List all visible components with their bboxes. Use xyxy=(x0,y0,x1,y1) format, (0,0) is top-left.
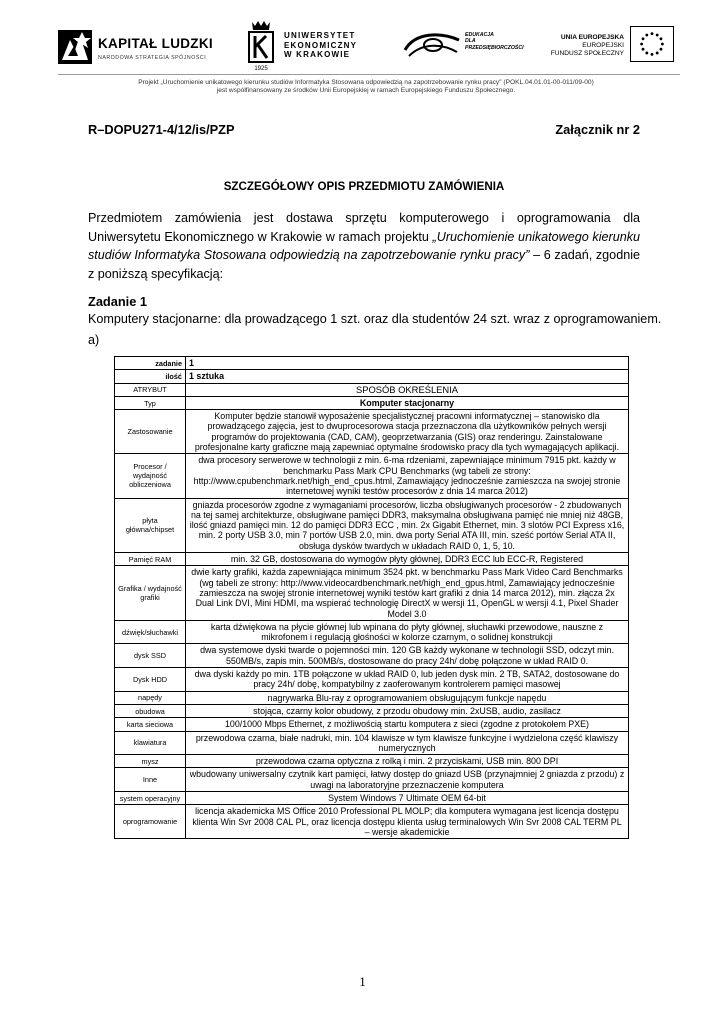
table-row xyxy=(115,691,629,704)
specification-table xyxy=(114,356,629,839)
table-row xyxy=(115,718,629,731)
zadanie-value: 1 xyxy=(186,357,629,370)
table-row xyxy=(115,768,629,792)
attachment-label: Załącznik nr 2 xyxy=(555,122,640,137)
spec-attribute-cell: dysk SSD xyxy=(115,644,186,668)
task-description: Komputery stacjonarne: dla prowadzącego 1 szt. oraz dla studentów 24 szt. wraz z oprogramowaniem. xyxy=(88,312,662,326)
table-row xyxy=(115,410,629,454)
spec-attribute-cell: płyta główna/chipset xyxy=(115,498,186,552)
education-logo xyxy=(403,20,524,72)
document-reference: R–DOPU271-4/12/is/PZP xyxy=(88,122,235,137)
eu-flag-icon xyxy=(630,26,674,62)
spec-value-cell: przewodowa czarna, białe nadruki, min. 104 klawisze w tym klawisze funkcyjne i wydzielona część klawiszy numerycznych xyxy=(186,731,629,755)
spec-value-cell: karta dźwiękowa na płycie głównej lub wpinana do płyty głównej, słuchawki przewodowe, nauszne z mikrofonem i regulacją głośności w kolorze czarnym, o solidnej konstrukcji xyxy=(186,620,629,644)
table-row xyxy=(115,620,629,644)
spec-attribute-cell: karta sieciowa xyxy=(115,718,186,731)
spec-attribute-cell: Typ xyxy=(115,396,186,409)
eu-logo xyxy=(546,20,678,72)
svg-text:1925: 1925 xyxy=(254,66,268,72)
spec-value-cell: dwa systemowe dyski twarde o pojemności min. 120 GB każdy wykonane w technologii SSD, odczyt min. 550MB/s, zapis min. 500MB/s, dostosowane do pracy 24h/ dobę połączone w układ RAID 0. xyxy=(186,644,629,668)
spec-attribute-cell: Dysk HDD xyxy=(115,668,186,692)
table-row xyxy=(115,731,629,755)
table-row xyxy=(115,566,629,620)
ilosc-value: 1 sztuka xyxy=(186,370,629,383)
spec-attribute-cell: mysz xyxy=(115,755,186,768)
spec-value-cell: dwa dyski każdy po min. 1TB połączone w układ RAID 0, lub jeden dysk min. 2 TB, SATA2, dostosowane do pracy 24h/ dobę, kompatybilny z zaoferowanym kontrolerem pamięci masowej xyxy=(186,668,629,692)
kapital-ludzki-name: KAPITAŁ LUDZKI xyxy=(98,36,213,51)
spec-value-cell: stojąca, czarny kolor obudowy, z przodu obudowy min. 2xUSB, audio, zasilacz xyxy=(186,704,629,717)
university-crest-icon xyxy=(246,20,276,72)
spec-value-cell: licencja akademicka MS Office 2010 Professional PL MOLP; dla komputera wymagana jest licencja dostępu klienta Win Svr 2008 CAL PL, oraz licencja dostępu klienta usług terminalowych Win Svr 2008 CAL TERM PL – wersje akademickie xyxy=(186,805,629,839)
subpoint-label: a) xyxy=(88,333,100,347)
spec-value-cell: min. 32 GB, dostosowana do wymogów płyty głównej, DDR3 ECC lub ECC-R, Registered xyxy=(186,553,629,566)
spec-attribute-cell: dźwięk/słuchawki xyxy=(115,620,186,644)
university-logo xyxy=(246,20,366,72)
table-row xyxy=(115,454,629,498)
table-row xyxy=(115,791,629,804)
table-row xyxy=(115,755,629,768)
table-row xyxy=(115,370,629,383)
spec-attribute-cell: Inne xyxy=(115,768,186,792)
spec-value-cell: przewodowa czarna optyczna z rolką i min. 2 przyciskami, USB min. 800 DPI xyxy=(186,755,629,768)
column-header-method: SPOSÓB OKREŚLENIA xyxy=(186,383,629,396)
task-heading: Zadanie 1 xyxy=(88,294,148,309)
spec-attribute-cell: Procesor / wydajność obliczeniowa xyxy=(115,454,186,498)
spec-value-cell: nagrywarka Blu-ray z oprogramowaniem obsługującym funkcje napędu xyxy=(186,691,629,704)
table-row xyxy=(115,805,629,839)
table-row xyxy=(115,357,629,370)
spec-attribute-cell: Grafika / wydajność grafiki xyxy=(115,566,186,620)
page-number: 1 xyxy=(359,974,366,989)
education-swirl-icon xyxy=(403,30,461,60)
column-header-attribute: ATRYBUT xyxy=(115,383,186,396)
spec-value-cell: System Windows 7 Ultimate OEM 64-bit xyxy=(186,791,629,804)
spec-value-cell: gniazda procesorów zgodne z wymaganiami procesorów, liczba obsługiwanych procesorów - 2 zbudowanych na tej samej architekturze, obsługiwane pamięci DDR3, maksymalna obsługiwana pamięć nie mniej niż 48GB, ilość gniazd pamięci min. 12 do pamięci DDR3 ECC , min. 2x Gigabit Ethernet, min. 3 slotów PCI Express x16, min. 2 porty USB 3.0, min 7 portów USB 2.0, min. dwa porty Serial ATA III, min. sześć portów Serial ATA II, obsługa dysków twardych w układach RAID 0, 1, 5, 10. xyxy=(186,498,629,552)
project-name-italic: „Uruchomienie unikatowego kierunku studiów Informatyka Stosowana odpowiedzią na zapotrzebowanie rynku pracy” xyxy=(88,229,640,263)
project-cofunding-note: Projekt „Uruchomienie unikatowego kierunku studiów Informatyka Stosowana odpowiedzią na zapotrzebowanie rynku pracy" (POKL.04.01.01-00-011/09-00) jest współfinansowany ze środków Unii Europejskiej w ramach Europejskiego Funduszu Społecznego. xyxy=(138,79,594,95)
spec-value-cell: wbudowany uniwersalny czytnik kart pamięci, łatwy dostęp do gniazd USB (przynajmniej 2 gniazda z przodu) z uwagi na laboratoryjne przeznaczenie komputera xyxy=(186,768,629,792)
intro-paragraph: Przedmiotem zamówienia jest dostawa sprzętu komputerowego i oprogramowania dla Uniwersytetu Ekonomicznego w Krakowie w ramach projektu „Uruchomienie unikatowego kierunku studiów Informatyka Stosowana odpowiedzią na zapotrzebowanie rynku pracy” – 6 zadań, zgodnie z poniższą specyfikacją: xyxy=(88,211,640,281)
university-name: UNIWERSYTET EKONOMICZNY W KRAKOWIE xyxy=(284,31,358,59)
spec-attribute-cell: Zastosowanie xyxy=(115,410,186,454)
kapital-ludzki-tagline: NARODOWA STRATEGIA SPÓJNOŚCI xyxy=(98,55,207,61)
spec-value-cell: dwie karty grafiki, każda zapewniająca minimum 3524 pkt. w benchmarku Pass Mark Video Card Benchmarks (wg tabeli ze strony: http://www.videocardbenchmark.net/high_end_gpus.html, Zamawiający jednocześnie zamieszcza na swojej stronie internetowej wyniki testów kart grafiki z dnia 14 marca 2012), min. złącza 2x Dual Link DVI, Mini HDMI, ma wspierać technologię DirectX w wersji 11, OpenGL w wersji 4.1, Pixel Shader Model 3.0 xyxy=(186,566,629,620)
spec-value-cell: dwa procesory serwerowe w technologii z min. 6-ma rdzeniami, zapewniające minimum 7915 pkt. każdy w benchmarku Pass Mark CPU Benchmarks (wg tabeli ze strony: http://www.cpubenchmark.net/high_end_cpus.html, Zamawiający jednocześnie zamieszcza na swojej stronie internetowej wyniki testów procesorów z dnia 14 marca 2012) xyxy=(186,454,629,498)
header-logos xyxy=(58,20,678,72)
document-title: SZCZEGÓŁOWY OPIS PRZEDMIOTU ZAMÓWIENIA xyxy=(223,180,505,193)
spec-attribute-cell: napędy xyxy=(115,691,186,704)
spec-value-cell: Komputer będzie stanowił wyposażenie specjalistycznej pracowni informatycznej – stanowisko dla prowadzącego zajęcia, jest to dwuprocesorowa stacja przeznaczona dla użytkowników pełnych wersji programów do projektowania (CAD, CAM), geoprzetwarzania (GIS) oraz renderingu. Zainstalowane profesjonalne karty graficzne mają zapewniać optymalne środowisko pracy dla tych wymagających aplikacji. xyxy=(186,410,629,454)
header-divider xyxy=(58,74,680,75)
spec-attribute-cell: klawiatura xyxy=(115,731,186,755)
eu-name: UNIA EUROPEJSKA EUROPEJSKI FUNDUSZ SPOŁECZNY xyxy=(550,34,624,57)
kapital-ludzki-emblem-icon xyxy=(58,26,92,66)
table-row xyxy=(115,553,629,566)
kapital-ludzki-logo xyxy=(58,20,213,72)
ilosc-label: ilość xyxy=(115,370,186,383)
spec-value-cell: Komputer stacjonarny xyxy=(186,396,629,409)
spec-attribute-cell: obudowa xyxy=(115,704,186,717)
spec-value-cell: 100/1000 Mbps Ethernet, z możliwością startu komputera z sieci (zgodne z protokołem PXE) xyxy=(186,718,629,731)
table-row xyxy=(115,704,629,717)
table-row xyxy=(115,644,629,668)
spec-attribute-cell: system operacyjny xyxy=(115,791,186,804)
education-name: EDUKACJA DLA PRZEDSIĘBIORCZOŚCI xyxy=(465,32,524,51)
table-row xyxy=(115,498,629,552)
table-row xyxy=(115,668,629,692)
table-header-row xyxy=(115,383,629,396)
spec-attribute-cell: Pamięć RAM xyxy=(115,553,186,566)
spec-attribute-cell: oprogramowanie xyxy=(115,805,186,839)
table-row xyxy=(115,396,629,409)
zadanie-label: zadanie xyxy=(115,357,186,370)
